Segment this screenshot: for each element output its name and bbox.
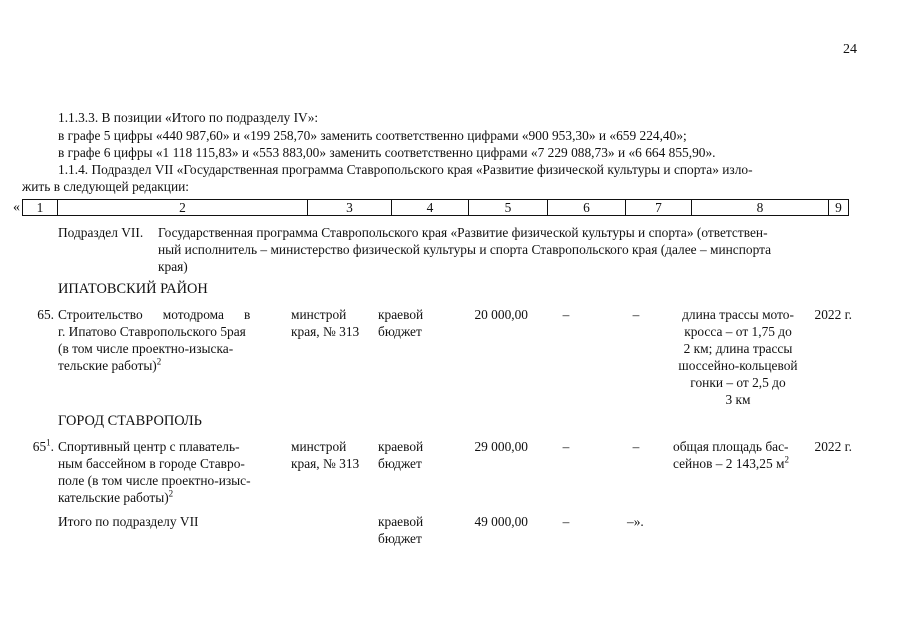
row-65-name-line-1: Строительство мотодрома в	[58, 307, 251, 322]
total-source	[378, 513, 438, 547]
row-65-result-line-3: 2 км; длина трассы	[683, 341, 793, 356]
col-number-1: 1	[23, 200, 58, 215]
row-65-name	[58, 306, 280, 374]
intro-line-1: 1.1.3.3. В позиции «Итого по подразделу IV»:	[58, 110, 319, 125]
col-number-5: 5	[469, 200, 548, 215]
col-number-2: 2	[58, 200, 308, 215]
total-label: Итого по подразделу VII	[58, 514, 199, 529]
intro-line-4: 1.1.4. Подраздел VII «Государственная программа Ставропольского края «Развитие физической культуры и спорта» изло-	[58, 162, 753, 177]
row-65-1-year: 2022 г.	[814, 439, 852, 454]
row-65-executor-line-1: минстрой	[291, 307, 347, 322]
row-65-result-line-4: шоссейно-кольцевой	[678, 358, 798, 373]
total-source-line-2: бюджет	[378, 531, 422, 546]
subsection-title-line-3: края)	[158, 259, 188, 274]
row-65-number: 65.	[37, 307, 54, 322]
row-65-name-line-4	[58, 357, 280, 374]
row-65-result-line-2: кросса – от 1,75 до	[684, 324, 792, 339]
row-65-1-source-line-2: бюджет	[378, 456, 422, 471]
intro-line-5: жить в следующей редакции:	[22, 179, 190, 194]
row-65-1-number-sup: 1	[46, 437, 51, 448]
row-65-1-result	[673, 438, 813, 472]
column-number-header	[22, 199, 849, 216]
total-col7: –».	[627, 514, 644, 529]
total-col6: –	[562, 514, 570, 529]
row-65-1-executor	[291, 438, 373, 472]
opening-quote: «	[13, 200, 20, 215]
row-65-name-line-4-text: тельские работы)	[58, 358, 157, 373]
row-65-result	[668, 306, 808, 408]
col-number-7: 7	[626, 200, 692, 215]
row-65-col7: –	[632, 307, 640, 322]
row-65-1-number-text: 65	[32, 439, 47, 454]
row-65-1-col7: –	[632, 439, 640, 454]
row-65-1-number-dot: .	[50, 439, 54, 454]
intro-line-3: в графе 6 цифры «1 118 115,83» и «553 883,00» заменить соответственно цифрами «7 229 088,73» и «6 664 855,90».	[58, 145, 716, 160]
row-65-result-line-1: длина трассы мото-	[682, 307, 794, 322]
col-number-6: 6	[548, 200, 626, 215]
subsection-title-line-1: Государственная программа Ставропольского края «Развитие физической культуры и спорта» (ответствен-	[158, 225, 768, 240]
row-65-result-line-6: 3 км	[725, 392, 751, 407]
row-65-1-source-line-1: краевой	[378, 439, 424, 454]
row-65-executor-line-2: края, № 313	[291, 324, 360, 339]
row-65-name-line-3: (в том числе проектно-изыска-	[58, 341, 234, 356]
row-65-1-name-line-4-text: кательские работы)	[58, 490, 169, 505]
district-heading-stavropol: ГОРОД СТАВРОПОЛЬ	[58, 413, 202, 429]
row-65-1-name-line-1: Спортивный центр с плаватель-	[58, 439, 240, 454]
total-amount: 49 000,00	[474, 514, 528, 529]
row-65-source	[378, 306, 438, 340]
row-65-1-footnote-mark: 2	[168, 488, 174, 499]
row-65-1-name-line-2: ным бассейном в городе Ставро-	[58, 456, 245, 471]
col-number-3: 3	[308, 200, 392, 215]
col-number-8: 8	[692, 200, 829, 215]
subsection-label: Подраздел VII.	[58, 225, 144, 240]
row-65-1-name	[58, 438, 280, 506]
intro-line-2: в графе 5 цифры «440 987,60» и «199 258,70» заменить соответственно цифрами «900 953,30» и «659 224,40»;	[58, 128, 687, 143]
row-65-executor	[291, 306, 373, 340]
col-number-4: 4	[392, 200, 469, 215]
col-number-9: 9	[835, 200, 842, 215]
row-65-result-line-5: гонки – от 2,5 до	[690, 375, 786, 390]
row-65-1-result-line-1: общая площадь бас-	[673, 439, 789, 454]
district-heading-ipatovsky: ИПАТОВСКИЙ РАЙОН	[58, 281, 208, 297]
row-65-col6: –	[562, 307, 570, 322]
row-65-1-col6: –	[562, 439, 570, 454]
row-65-1-source	[378, 438, 438, 472]
row-65-footnote-mark: 2	[156, 356, 162, 367]
row-65-1-name-line-4	[58, 489, 280, 506]
page-number: 24	[843, 42, 857, 57]
row-65-source-line-2: бюджет	[378, 324, 422, 339]
subsection-title-line-2: ный исполнитель – министерство физической культуры и спорта Ставропольского края (далее – минспорта	[158, 242, 772, 257]
row-65-1-result-line-2-text: сейнов – 2 143,25 м	[673, 456, 785, 471]
row-65-year: 2022 г.	[814, 307, 852, 322]
row-65-1-result-sup: 2	[784, 454, 789, 465]
row-65-1-executor-line-1: минстрой	[291, 439, 347, 454]
row-65-source-line-1: краевой	[378, 307, 424, 322]
row-65-1-number	[22, 438, 54, 455]
total-source-line-1: краевой	[378, 514, 424, 529]
row-65-name-line-2: г. Ипатово Ставропольского 5рая	[58, 324, 246, 339]
row-65-1-result-line-2	[673, 455, 813, 472]
row-65-amount: 20 000,00	[474, 307, 528, 322]
row-65-1-amount: 29 000,00	[474, 439, 528, 454]
row-65-1-executor-line-2: края, № 313	[291, 456, 360, 471]
row-65-1-name-line-3: поле (в том числе проектно-изыс-	[58, 473, 251, 488]
